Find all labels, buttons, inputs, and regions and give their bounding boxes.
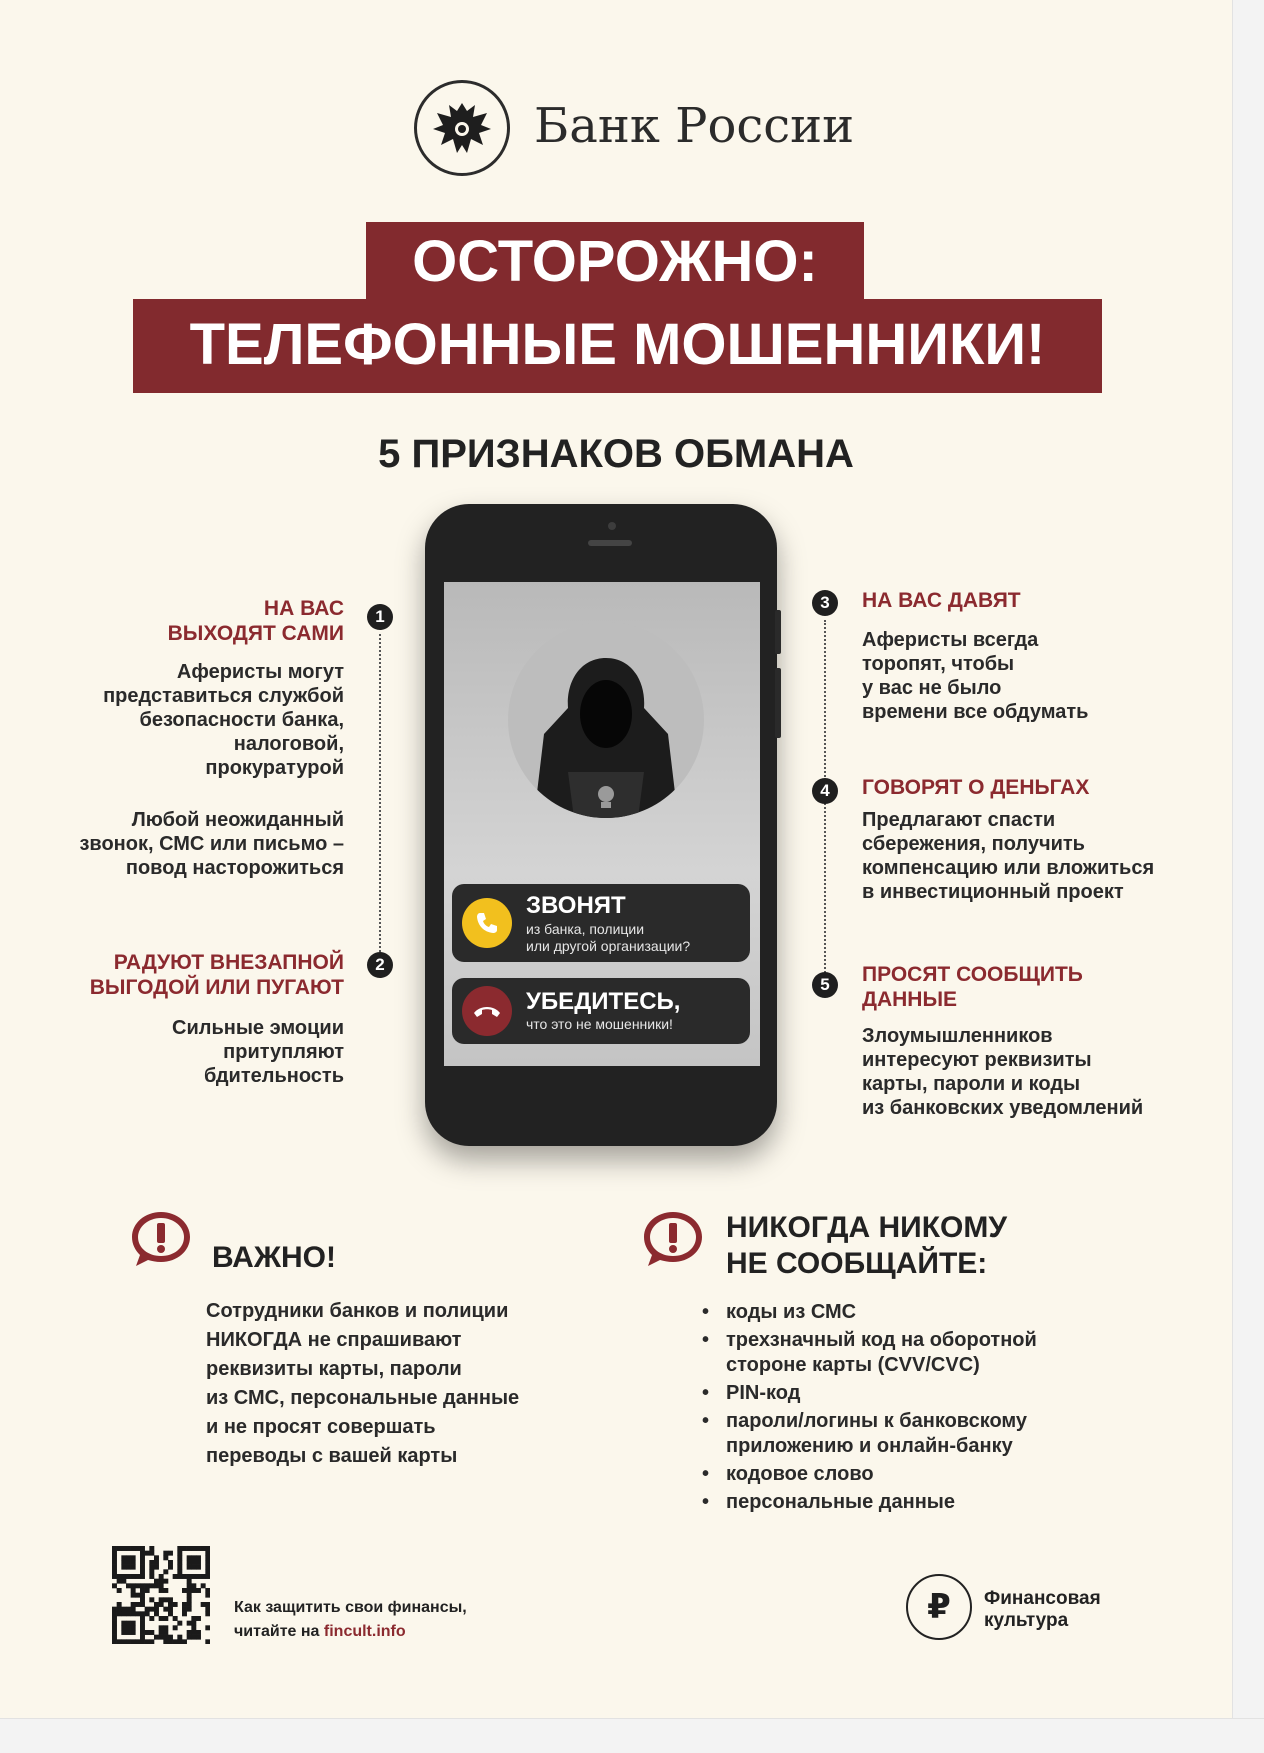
list-item: • коды из СМС <box>698 1300 1118 1325</box>
fincult-logo-text: Финансовая культура <box>984 1588 1101 1631</box>
fincult-link[interactable]: fincult.info <box>323 1623 406 1640</box>
sign-1-heading: НА ВАС ВЫХОДЯТ САМИ <box>167 597 344 645</box>
phone-side-button <box>775 610 781 654</box>
scan-edge-bottom <box>0 1718 1264 1753</box>
decline-title: УБЕДИТЕСЬ, <box>526 988 681 1015</box>
warning-bubble-icon <box>642 1210 704 1268</box>
call-sub-1: из банка, полиции <box>526 921 645 937</box>
bank-emblem-icon <box>414 80 510 176</box>
incoming-call-card <box>452 884 750 962</box>
sign-1-text: Аферисты могут представиться службой безопасности банка, налоговой, прокуратурой <box>103 661 344 779</box>
call-sub-2: или другой организации? <box>526 938 691 954</box>
footer-text: Как защитить свои финансы, читайте на fincult.info <box>234 1599 467 1640</box>
phone-answer-icon <box>462 898 512 948</box>
banner-line-2: ТЕЛЕФОННЫЕ МОШЕННИКИ! <box>133 299 1102 393</box>
sign-5-heading: ПРОСЯТ СООБЩИТЬ ДАННЫЕ <box>862 963 1083 1011</box>
list-item: • пароли/логины к банковскому приложению и онлайн-банку <box>698 1409 1118 1459</box>
phone-side-button <box>775 668 781 738</box>
sign-2-number: 2 <box>367 952 393 978</box>
fincult-logo-icon: ₽ <box>906 1574 972 1640</box>
scan-edge-right <box>1232 0 1264 1752</box>
phone-speaker <box>588 540 632 546</box>
never-title: НИКОГДА НИКОМУ НЕ СООБЩАЙТЕ: <box>726 1211 1008 1280</box>
list-item: • PIN-код <box>698 1381 1118 1406</box>
list-item: • персональные данные <box>698 1490 1118 1515</box>
decline-sub: что это не мошенники! <box>526 1016 673 1032</box>
sign-2-text: Сильные эмоции притупляют бдительность <box>172 1017 344 1087</box>
call-title: ЗВОНЯТ <box>526 892 626 919</box>
warning-bubble-icon <box>130 1210 192 1268</box>
bank-name: Банк России <box>534 98 855 154</box>
hooded-caller-icon <box>508 622 704 818</box>
phone-decline-icon <box>462 986 512 1036</box>
sign-4-number: 4 <box>812 778 838 804</box>
list-item: • трехзначный код на оборотной стороне карты (CVV/CVC) <box>698 1328 1118 1378</box>
sign-1-number: 1 <box>367 604 393 630</box>
timeline-line <box>379 634 381 952</box>
never-list <box>698 1300 1118 1518</box>
banner-line-1: ОСТОРОЖНО: <box>366 222 864 300</box>
sign-3-text: Аферисты всегда торопят, чтобы у вас не было времени все обдумать <box>862 629 1089 723</box>
decline-call-card <box>452 978 750 1044</box>
sign-4-heading: ГОВОРЯТ О ДЕНЬГАХ <box>862 776 1090 799</box>
important-text: Сотрудники банков и полиции НИКОГДА не спрашивают реквизиты карты, пароли из СМС, персональные данные и не просят совершать переводы с вашей карты <box>206 1300 520 1467</box>
sign-2-heading: РАДУЮТ ВНЕЗАПНОЙ ВЫГОДОЙ ИЛИ ПУГАЮТ <box>89 951 344 999</box>
sign-3-number: 3 <box>812 590 838 616</box>
sign-3-heading: НА ВАС ДАВЯТ <box>862 589 1021 612</box>
sign-5-text: Злоумышленников интересуют реквизиты карты, пароли и коды из банковских уведомлений <box>862 1025 1144 1119</box>
sign-5-number: 5 <box>812 972 838 998</box>
sign-1-text-2: Любой неожиданный звонок, СМС или письмо – повод насторожиться <box>79 809 344 879</box>
phone-camera <box>608 522 616 530</box>
list-item: • кодовое слово <box>698 1462 1118 1487</box>
sign-4-text: Предлагают спасти сбережения, получить компенсацию или вложиться в инвестиционный проект <box>862 809 1155 903</box>
important-title: ВАЖНО! <box>212 1241 336 1274</box>
qr-code[interactable] <box>112 1546 210 1649</box>
subtitle: 5 ПРИЗНАКОВ ОБМАНА <box>378 432 854 476</box>
